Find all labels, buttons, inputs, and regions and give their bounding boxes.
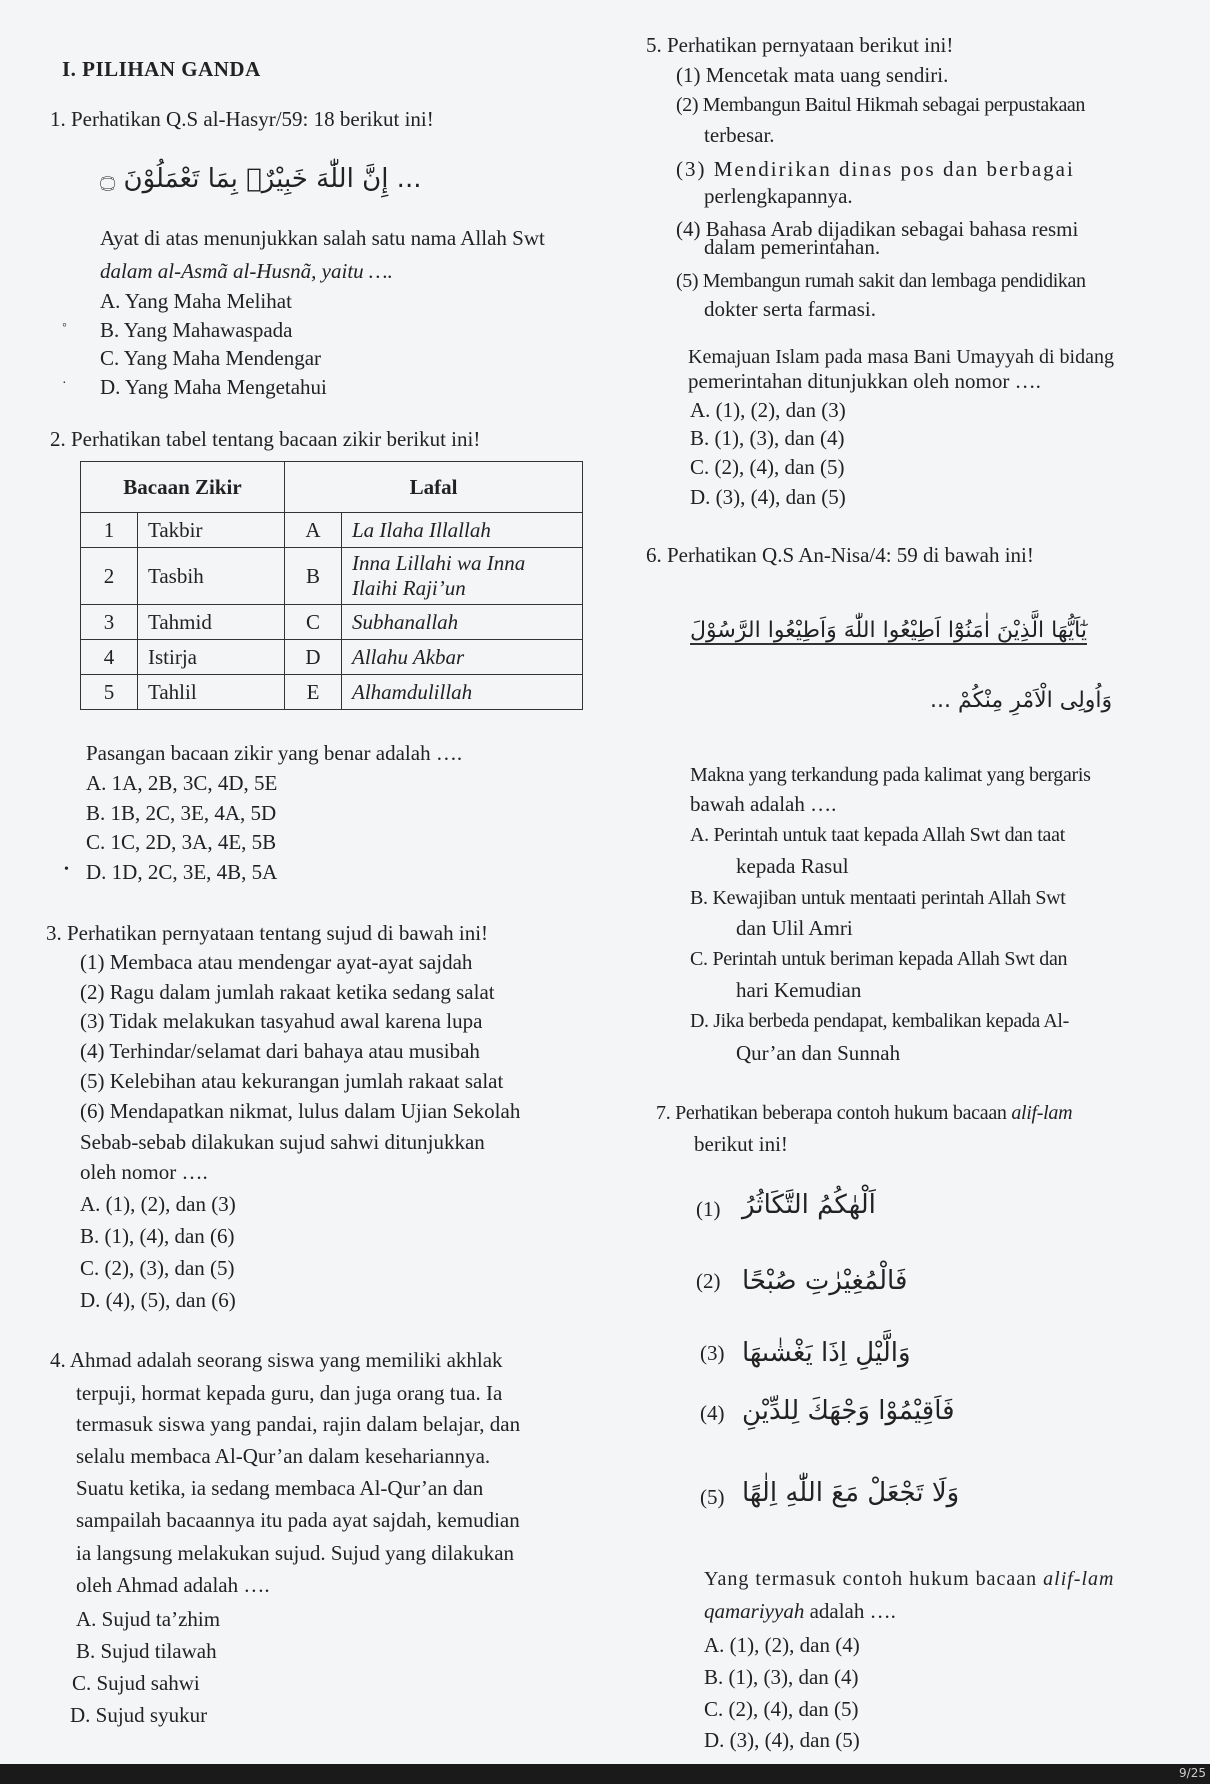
row-number: 5 bbox=[81, 675, 138, 710]
q3-item-6: (6) Mendapatkan nikmat, lulus dalam Ujian Sekolah bbox=[80, 1099, 521, 1123]
q6-arabic-underlined bbox=[690, 618, 1087, 643]
q5-item-4-cont: dalam pemerintahan. bbox=[704, 235, 881, 259]
q4-line-6: sampailah bacaannya itu pada ayat sajdah, kemudian bbox=[76, 1508, 520, 1532]
q5-prompt-2: pemerintahan ditunjukkan oleh nomor …. bbox=[688, 369, 1041, 393]
q2-stem: 2. Perhatikan tabel tentang bacaan zikir berikut ini! bbox=[50, 427, 481, 451]
q5-item-5: (5) Membangun rumah sakit dan lembaga pendidikan bbox=[676, 270, 1086, 292]
q7-option-d: D. (3), (4), dan (5) bbox=[704, 1728, 860, 1752]
q3-option-a: A. (1), (2), dan (3) bbox=[80, 1192, 236, 1216]
q3-item-3: (3) Tidak melakukan tasyahud awal karena lupa bbox=[80, 1009, 483, 1033]
lafal-letter: C bbox=[285, 605, 342, 640]
pencil-mark-icon: • bbox=[64, 862, 69, 877]
q1-stem: 1. Perhatikan Q.S al-Hasyr/59: 18 berikut ini! bbox=[50, 107, 434, 131]
q7-example-4-num: (4) bbox=[700, 1401, 725, 1425]
q6-option-a: A. Perintah untuk taat kepada Allah Swt dan taat bbox=[690, 824, 1065, 846]
q5-option-b: B. (1), (3), dan (4) bbox=[690, 426, 845, 450]
q7-prompt-1 bbox=[704, 1566, 1114, 1592]
q5-option-d: D. (3), (4), dan (5) bbox=[690, 485, 846, 509]
zikir-name: Tahlil bbox=[138, 675, 285, 710]
q4-line-5: Suatu ketika, ia sedang membaca Al-Qur’an dan bbox=[76, 1476, 484, 1500]
lafal-text: Alhamdulillah bbox=[342, 675, 583, 710]
pencil-mark-icon: ◦ bbox=[62, 318, 67, 333]
zikir-name: Takbir bbox=[138, 513, 285, 548]
q5-item-2-cont: terbesar. bbox=[704, 123, 775, 147]
q4-option-d: D. Sujud syukur bbox=[70, 1703, 208, 1727]
page-number: 9/25 bbox=[1179, 1766, 1206, 1780]
q3-prompt-2: oleh nomor …. bbox=[80, 1160, 208, 1184]
table-row bbox=[81, 548, 583, 605]
q3-stem: 3. Perhatikan pernyataan tentang sujud di bawah ini! bbox=[46, 921, 489, 945]
q1-option-a: A. Yang Maha Melihat bbox=[100, 289, 292, 313]
q3-option-c: C. (2), (3), dan (5) bbox=[80, 1256, 235, 1280]
q6-option-a-cont: kepada Rasul bbox=[736, 854, 849, 878]
q7-prompt-2 bbox=[704, 1598, 896, 1624]
q1-text-2: dalam al-Asmã al-Husnã, yaitu …. bbox=[100, 259, 393, 283]
lafal-text: Allahu Akbar bbox=[342, 640, 583, 675]
q3-item-1: (1) Membaca atau mendengar ayat-ayat sajdah bbox=[80, 950, 473, 974]
table-row bbox=[81, 675, 583, 710]
q7-prompt-italic-2: qamariyyah bbox=[704, 1599, 805, 1623]
q4-line-7: ia langsung melakukan sujud. Sujud yang dilakukan bbox=[76, 1541, 515, 1565]
q4-option-a: A. Sujud ta’zhim bbox=[76, 1607, 221, 1631]
q7-option-b: B. (1), (3), dan (4) bbox=[704, 1665, 859, 1689]
q4-line-2: terpuji, hormat kepada guru, dan juga orang tua. Ia bbox=[76, 1381, 503, 1405]
table-row bbox=[81, 513, 583, 548]
row-number: 4 bbox=[81, 640, 138, 675]
row-number: 2 bbox=[81, 548, 138, 605]
q2-prompt: Pasangan bacaan zikir yang benar adalah …. bbox=[86, 741, 463, 765]
zikir-name: Istirja bbox=[138, 640, 285, 675]
q7-prompt-end: adalah …. bbox=[809, 1599, 896, 1623]
table-row bbox=[81, 640, 583, 675]
q7-example-1-num: (1) bbox=[696, 1197, 721, 1221]
q2-option-a: A. 1A, 2B, 3C, 4D, 5E bbox=[86, 771, 278, 795]
q7-stem-2: berikut ini! bbox=[694, 1132, 788, 1156]
lafal-letter: E bbox=[285, 675, 342, 710]
q7-example-1-arabic: اَلْهٰكُمُ التَّكَاثُرُ bbox=[742, 1190, 876, 1220]
q5-option-a: A. (1), (2), dan (3) bbox=[690, 398, 846, 422]
q2-option-b: B. 1B, 2C, 3E, 4A, 5D bbox=[86, 801, 277, 825]
q3-item-4: (4) Terhindar/selamat dari bahaya atau musibah bbox=[80, 1039, 480, 1063]
q4-line-8: oleh Ahmad adalah …. bbox=[76, 1573, 270, 1597]
q7-option-c: C. (2), (4), dan (5) bbox=[704, 1697, 859, 1721]
q7-example-3-arabic: وَالَّيْلِ اِذَا يَغْشٰىهَا bbox=[742, 1338, 911, 1368]
q2-option-d: D. 1D, 2C, 3E, 4B, 5A bbox=[86, 860, 278, 884]
q1-option-b: B. Yang Mahawaspada bbox=[100, 318, 293, 342]
q7-option-a: A. (1), (2), dan (4) bbox=[704, 1633, 860, 1657]
pencil-mark-icon: · bbox=[62, 376, 67, 391]
q7-prompt-text: Yang termasuk contoh hukum bacaan bbox=[704, 1568, 1038, 1590]
q1-option-c: C. Yang Maha Mendengar bbox=[100, 346, 322, 370]
q6-option-c: C. Perintah untuk beriman kepada Allah Swt dan bbox=[690, 948, 1068, 970]
q7-example-4-arabic: فَاَقِيْمُوْا وَجْهَكَ لِلدِّيْنِ bbox=[742, 1396, 955, 1426]
lafal-text: La Ilaha Illallah bbox=[342, 513, 583, 548]
q5-item-1: (1) Mencetak mata uang sendiri. bbox=[676, 63, 949, 87]
zikir-table bbox=[80, 461, 583, 710]
q7-example-2-arabic: فَالْمُغِيْرٰتِ صُبْحًا bbox=[742, 1266, 908, 1296]
lafal-letter: D bbox=[285, 640, 342, 675]
q5-option-c: C. (2), (4), dan (5) bbox=[690, 455, 845, 479]
q4-line-3: termasuk siswa yang pandai, rajin dalam belajar, dan bbox=[76, 1412, 521, 1436]
q7-prompt-italic-1: alif-lam bbox=[1043, 1568, 1115, 1590]
lafal-letter: A bbox=[285, 513, 342, 548]
table-header-row bbox=[81, 462, 583, 513]
q2-option-c: C. 1C, 2D, 3A, 4E, 5B bbox=[86, 830, 277, 854]
section-title: I. PILIHAN GANDA bbox=[62, 57, 261, 81]
bottom-bar bbox=[0, 1764, 1210, 1784]
q5-item-2: (2) Membangun Baitul Hikmah sebagai perpustakaan bbox=[676, 94, 1086, 116]
q6-option-b: B. Kewajiban untuk mentaati perintah Allah Swt bbox=[690, 887, 1066, 909]
row-number: 1 bbox=[81, 513, 138, 548]
row-number: 3 bbox=[81, 605, 138, 640]
q7-stem-text: 7. Perhatikan beberapa contoh hukum bacaan bbox=[656, 1102, 1007, 1124]
q6-prompt-2: bawah adalah …. bbox=[690, 792, 837, 816]
q1-text-1: Ayat di atas menunjukkan salah satu nama Allah Swt bbox=[100, 226, 545, 250]
q7-example-2-num: (2) bbox=[696, 1269, 721, 1293]
q6-option-d-cont: Qur’an dan Sunnah bbox=[736, 1041, 901, 1065]
q6-arabic-line-1: يٰٓاَيُّهَا الَّذِيْنَ اٰمَنُوْٓا اَطِيْعُوا اللّٰهَ وَاَطِيْعُوا الرَّسُوْلَ bbox=[690, 618, 1087, 643]
q3-item-5: (5) Kelebihan atau kekurangan jumlah rakaat salat bbox=[80, 1069, 504, 1093]
q6-option-c-cont: hari Kemudian bbox=[736, 978, 862, 1002]
q5-item-4: (4) Bahasa Arab dijadikan sebagai bahasa resmi bbox=[676, 217, 1079, 241]
q3-option-d: D. (4), (5), dan (6) bbox=[80, 1288, 236, 1312]
lafal-text: Inna Lillahi wa Inna Ilaihi Raji’un bbox=[342, 548, 583, 605]
q6-prompt-1: Makna yang terkandung pada kalimat yang bergaris bbox=[690, 764, 1091, 786]
q5-prompt-1: Kemajuan Islam pada masa Bani Umayyah di bidang bbox=[688, 346, 1114, 368]
zikir-name: Tasbih bbox=[138, 548, 285, 605]
q5-item-5-cont: dokter serta farmasi. bbox=[704, 297, 877, 321]
lafal-text: Subhanallah bbox=[342, 605, 583, 640]
q7-example-3-num: (3) bbox=[700, 1341, 725, 1365]
q5-item-3: (3) Mendirikan dinas pos dan berbagai bbox=[676, 157, 1075, 181]
q3-option-b: B. (1), (4), dan (6) bbox=[80, 1224, 235, 1248]
table-row bbox=[81, 605, 583, 640]
zikir-name: Tahmid bbox=[138, 605, 285, 640]
q4-line-4: selalu membaca Al-Qur’an dalam kesehariannya. bbox=[76, 1444, 491, 1468]
q7-stem-1 bbox=[656, 1100, 1072, 1126]
header-bacaan-zikir: Bacaan Zikir bbox=[81, 462, 285, 513]
header-lafal: Lafal bbox=[285, 462, 583, 513]
q6-stem: 6. Perhatikan Q.S An-Nisa/4: 59 di bawah ini! bbox=[646, 543, 1034, 567]
q1-arabic-verse: ... إِنَّ اللّٰهَ خَبِيْرٌۢ بِمَا تَعْمَلُوْنَ ۝ bbox=[100, 164, 422, 194]
q3-item-2: (2) Ragu dalam jumlah rakaat ketika sedang salat bbox=[80, 980, 495, 1004]
q5-item-3-cont: perlengkapannya. bbox=[704, 184, 853, 208]
q4-option-b: B. Sujud tilawah bbox=[76, 1639, 217, 1663]
q7-stem-italic: alif-lam bbox=[1011, 1102, 1073, 1124]
q7-example-5-arabic: وَلَا تَجْعَلْ مَعَ اللّٰهِ اِلٰهًا bbox=[742, 1478, 960, 1508]
q6-arabic-line-2: وَاُولِى الْاَمْرِ مِنْكُمْ ... bbox=[930, 688, 1113, 713]
q6-option-d: D. Jika berbeda pendapat, kembalikan kepada Al- bbox=[690, 1010, 1069, 1032]
q5-stem: 5. Perhatikan pernyataan berikut ini! bbox=[646, 33, 954, 57]
q4-line-1: 4. Ahmad adalah seorang siswa yang memiliki akhlak bbox=[50, 1348, 503, 1372]
q3-prompt-1: Sebab-sebab dilakukan sujud sahwi ditunjukkan bbox=[80, 1130, 485, 1154]
q1-option-d: D. Yang Maha Mengetahui bbox=[100, 375, 327, 399]
q7-example-5-num: (5) bbox=[700, 1485, 725, 1509]
lafal-letter: B bbox=[285, 548, 342, 605]
q6-option-b-cont: dan Ulil Amri bbox=[736, 916, 853, 940]
q4-option-c: C. Sujud sahwi bbox=[72, 1671, 200, 1695]
